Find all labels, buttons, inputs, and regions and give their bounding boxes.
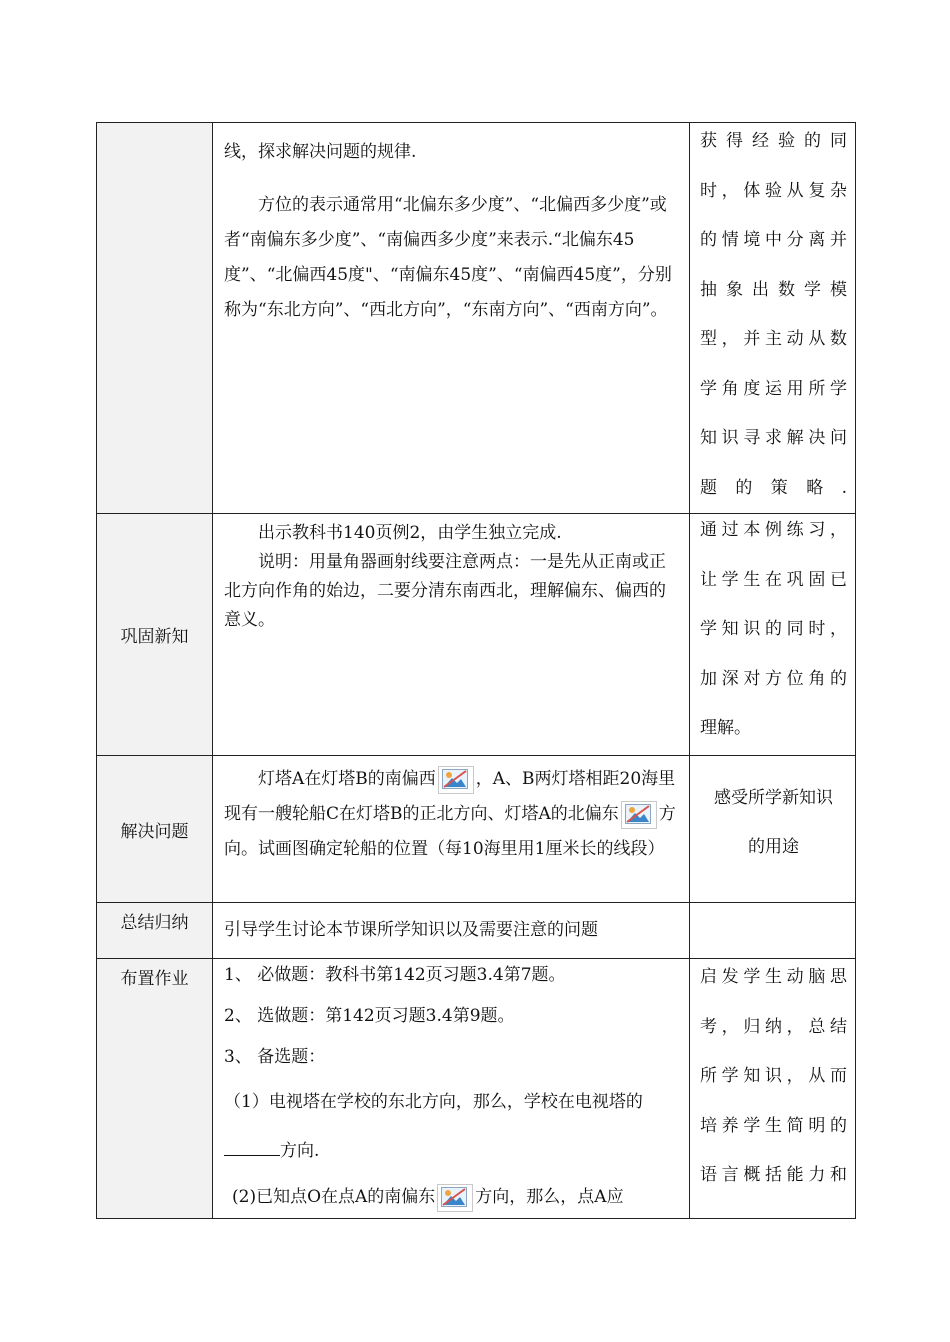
note-line: 学知识的同时， bbox=[700, 619, 847, 639]
note-line: 时，体验从复杂 bbox=[700, 180, 847, 201]
row-note-cell bbox=[690, 756, 856, 903]
question-text: （1）电视塔在学校的东北方向，那么，学校在电视塔的 bbox=[224, 1092, 643, 1112]
row-label: 总结归纳 bbox=[120, 913, 189, 933]
table-row bbox=[97, 514, 856, 756]
row-label-cell bbox=[97, 903, 213, 959]
note-line: 获得经验的同 bbox=[700, 131, 847, 151]
note-line: 感受所学新知识 bbox=[714, 788, 833, 808]
note-line: 启发学生动脑思 bbox=[700, 967, 847, 987]
content-paragraph: 线，探求解决问题的规律. bbox=[224, 142, 417, 162]
row-note-cell bbox=[690, 123, 856, 514]
note-line: 培养学生简明的 bbox=[700, 1115, 847, 1136]
note-line: 题的策略. bbox=[700, 477, 847, 498]
row-label: 巩固新知 bbox=[120, 627, 189, 647]
row-note-cell bbox=[690, 514, 856, 756]
note-line: 加深对方位角的 bbox=[700, 668, 847, 689]
table-row bbox=[97, 959, 856, 1219]
note-line: 让学生在巩固已 bbox=[700, 569, 847, 590]
table-row bbox=[97, 123, 856, 514]
homework-item: 1、 必做题：教科书第142页习题3.4第7题。 bbox=[224, 965, 566, 985]
note-line: 的用途 bbox=[748, 837, 799, 857]
homework-item: 2、 选做题：第142页习题3.4第9题。 bbox=[224, 1006, 515, 1026]
note-line: 知识寻求解决问 bbox=[700, 428, 847, 448]
row-note-cell bbox=[690, 959, 856, 1219]
note-line: 型，并主动从数 bbox=[700, 329, 847, 349]
content-text: 方向。试画图确定轮船的位置（每10海里用1厘米长的线段） bbox=[224, 804, 676, 859]
question-text: 方向. bbox=[280, 1141, 320, 1161]
note-line: 考，归纳，总结 bbox=[700, 1016, 847, 1037]
row-content-cell bbox=[213, 514, 690, 756]
row-label-cell bbox=[97, 959, 213, 1219]
content-paragraph: 出示教科书140页例2，由学生独立完成. bbox=[258, 523, 562, 543]
row-content-cell bbox=[213, 756, 690, 903]
lesson-plan-table bbox=[96, 122, 856, 1219]
row-label-cell bbox=[97, 514, 213, 756]
content-paragraph: 说明：用量角器画射线要注意两点：一是先从正南或正北方向作角的始边，二要分清东南西北，理解偏东、偏西的意义。 bbox=[224, 552, 666, 630]
row-label: 布置作业 bbox=[120, 969, 189, 989]
content-paragraph: 方位的表示通常用“北偏东多少度”、“北偏西多少度”或者“南偏东多少度”、“南偏西多少度”来表示.“北偏东45度”、“北偏西45度"、“南偏东45度”、“南偏西45度”，分别称为“东北方向”、“西北方向”，“东南方向”、“西南方向”。 bbox=[224, 195, 672, 320]
row-label-cell bbox=[97, 123, 213, 514]
note-line: 所学知识，从而 bbox=[700, 1066, 847, 1086]
row-content-cell bbox=[213, 959, 690, 1219]
content-paragraph: 引导学生讨论本节课所学知识以及需要注意的问题 bbox=[224, 920, 598, 940]
broken-image-icon bbox=[438, 766, 474, 794]
note-line: 学角度运用所学 bbox=[700, 378, 847, 399]
row-content-cell bbox=[213, 123, 690, 514]
note-line: 的情境中分离并 bbox=[700, 230, 847, 250]
question-text: 方向，那么，点A应 bbox=[475, 1187, 624, 1207]
row-label: 解决问题 bbox=[120, 821, 189, 842]
broken-image-icon bbox=[621, 801, 657, 829]
answer-blank bbox=[224, 1137, 280, 1156]
row-label-cell bbox=[97, 756, 213, 903]
table-row bbox=[97, 756, 856, 903]
content-text: ，A、B两灯塔相距20海里现有一艘轮船C在灯塔B的正北方向、灯塔A的北偏东 bbox=[224, 769, 676, 824]
note-line: 语言概括能力和 bbox=[700, 1165, 847, 1185]
note-line: 通过本例练习， bbox=[700, 520, 847, 540]
content-text: 灯塔A在灯塔B的南偏西 bbox=[258, 769, 436, 789]
question-text: (2)已知点O在点A的南偏东 bbox=[232, 1187, 436, 1207]
note-line: 理解。 bbox=[700, 718, 751, 738]
row-content-cell bbox=[213, 903, 690, 959]
row-note-cell bbox=[690, 903, 856, 959]
broken-image-icon bbox=[437, 1184, 473, 1212]
table-row bbox=[97, 903, 856, 959]
homework-item: 3、 备选题： bbox=[224, 1047, 326, 1067]
note-line: 抽象出数学模 bbox=[700, 279, 847, 300]
